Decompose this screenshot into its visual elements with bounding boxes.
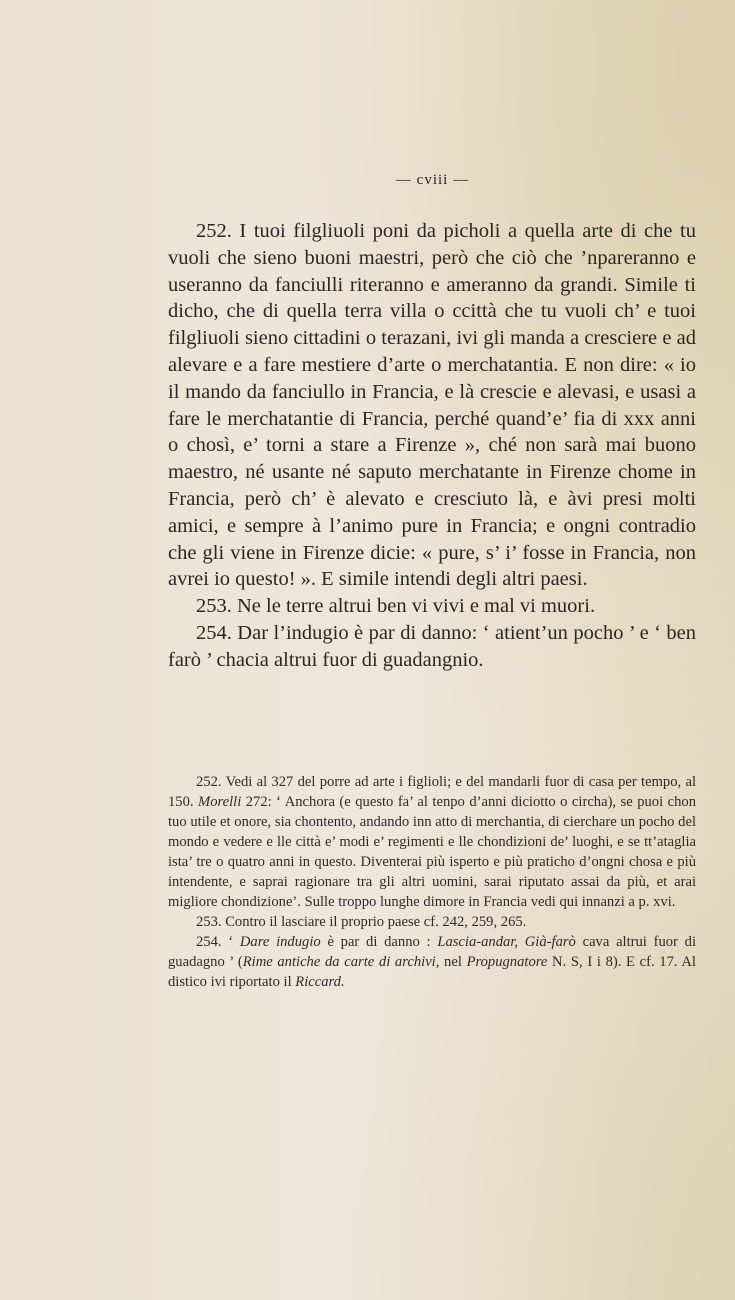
- page-number: — cviii —: [395, 172, 470, 188]
- note-252-text-c: 272: ‘ Anchora (e questo fa’ al tenpo d’anni diciotto o circha), se puoi chon tuo utile et onore, sia chontento, andando inn atto di merchantia, di cierchare un pocho del mondo e vedere e lle città e’ modi e’ regimenti e lle chondizioni de’ luoghi, e se tt’ataglia ista’ tre o quatro anni in questo. Diventerai più isperto e più praticho d’ongni chosa e più intendente, e saprai ragionare tra gli altri uomini, sarai riputato assai da più, et arai migliore chondizione’. Sulle troppo lunghe dimore in Francia vedi qui innanzi a p. xvi.: [168, 794, 696, 910]
- paragraph-252: 252. I tuoi filgliuoli poni da picholi a quella arte di che tu vuoli che sieno buoni maestri, però che ciò che ’npareranno e useranno da fanciulli riteranno e ameranno da grandi. Simile ti dicho, che di quella terra villa o ccittà che tu vuoli ch’ e tuoi filgliuoli sieno cittadini o terazani, ivi gli manda a cresciere e ad alevare e a fare mestiere d’arte o merchatantia. E non dire: « io il mando da fanciullo in Francia, e là crescie e alevasi, e usasi a fare le merchatantie di Francia, perché quand’e’ fia di xxx anni o chosì, e’ torni a stare a Firenze », ché non sarà mai buono maestro, né usante né saputo merchatante in Firenze chome in Francia, però ch’ è alevato e cresciuto là, e àvi presi molti amici, e sempre à l’animo pure in Francia; e ongni contradio che gli viene in Firenze dicie: « pure, s’ i’ fosse in Francia, non avrei io questo! ». E simile intendi degli altri paesi.: [168, 220, 696, 591]
- note-253: 253. Contro il lasciare il proprio paese cf. 242, 259, 265.: [196, 914, 527, 930]
- note-252-author: Morelli: [198, 794, 242, 810]
- footnotes: [168, 772, 696, 992]
- paragraph-254: 254. Dar l’indugio è par di danno: ‘ atient’un pocho ’ e ‘ ben farò ’ chacia altrui fuor di guadangnio.: [168, 621, 696, 671]
- note-254-source-title: Rime antiche da carte di archivi,: [242, 954, 440, 970]
- note-254-text-a: 254. ‘: [196, 934, 234, 950]
- note-252: [168, 772, 696, 912]
- note-254-manuscript: Riccard.: [295, 974, 345, 990]
- note-254-text-e: cava altrui fuor di guadagno ’ (: [168, 934, 697, 970]
- note-254-text-g: nel: [444, 954, 462, 970]
- note-254-quote: Dare indugio: [239, 934, 321, 950]
- note-252-text-a: 252. Vedi al 327 del porre ad arte i figlioli; e del mandarli fuor di casa per tempo, al 150.: [168, 774, 696, 810]
- note-254: [168, 932, 696, 992]
- note-254-text-i: N. S, I i 8). E cf. 17. Al distico ivi riportato il: [168, 954, 696, 990]
- note-254-journal: Propugnatore: [466, 954, 548, 970]
- paragraph-253: 253. Ne le terre altrui ben vi vivi e mal vi muori.: [196, 595, 596, 618]
- note-254-proverb: Lascia-andar, Già-farò: [437, 934, 576, 950]
- note-254-text-c: è par di danno :: [327, 934, 431, 950]
- main-text: [168, 218, 696, 674]
